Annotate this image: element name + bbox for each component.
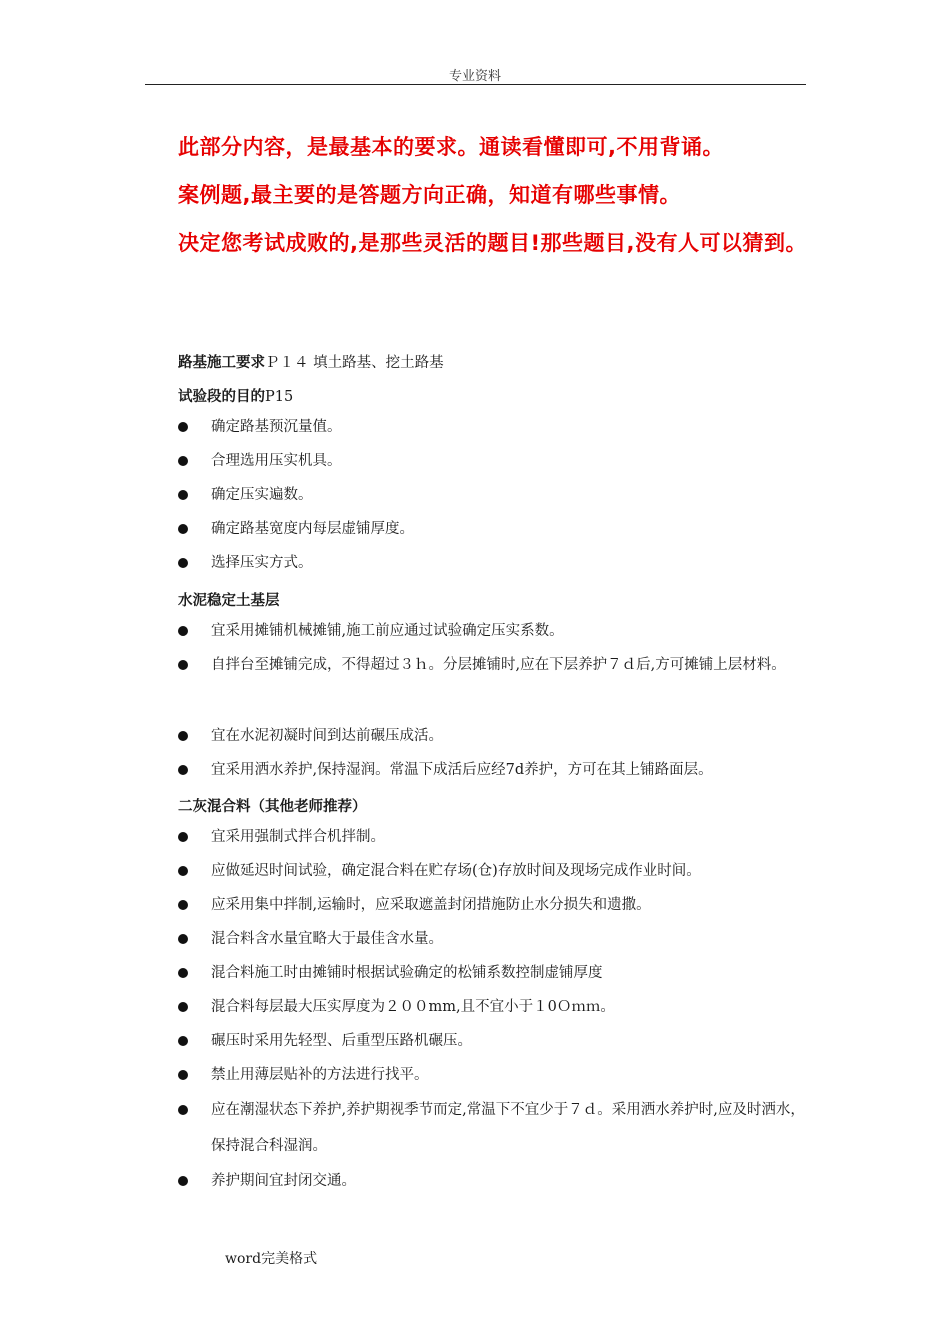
bullet-icon [178, 626, 188, 636]
heading-trial-tail: P15 [265, 389, 294, 405]
list-item: 混合料每层最大压实厚度为２００mm,且不宜小于１0Ｏｍｍ。 [178, 989, 818, 1025]
list-item: 宜采用摊铺机械摊铺,施工前应通过试验确定压实系数。 [178, 613, 818, 649]
list-item: 选择压实方式。 [178, 545, 818, 581]
intro-line-1: 此部分内容，是最基本的要求。通读看懂即可,不用背诵。 [178, 135, 724, 159]
heading-roadbed [178, 351, 444, 372]
list-item: 混合料含水量宜略大于最佳含水量。 [178, 921, 818, 957]
page-header: 专业资料 [448, 69, 501, 84]
bullet-icon [178, 866, 188, 876]
list-item: 合理选用压实机具。 [178, 443, 818, 479]
list-item: 应采用集中拌制,运输时，应采取遮盖封闭措施防止水分损失和遗撒。 [178, 887, 818, 923]
list-item: 宜采用洒水养护,保持湿润。常温下成活后应经7d养护，方可在其上铺路面层。 [178, 752, 818, 788]
bullet-icon [178, 524, 188, 534]
bullet-icon [178, 490, 188, 500]
list-item: 宜采用强制式拌合机拌制。 [178, 819, 818, 855]
bullet-icon [178, 832, 188, 842]
list-item: 确定路基宽度内每层虚铺厚度。 [178, 511, 818, 547]
heading-lime-title: 二灰混合料（其他老师推荐） [178, 799, 367, 815]
list-item: 碾压时采用先轻型、后重型压路机碾压。 [178, 1023, 818, 1059]
list-item: 确定路基预沉量值。 [178, 409, 818, 445]
list-item: 应做延迟时间试验，确定混合料在贮存场(仓)存放时间及现场完成作业时间。 [178, 853, 818, 889]
bullet-icon [178, 660, 188, 670]
bullet-icon [178, 765, 188, 775]
heading-trial-title: 试验段的目的 [178, 389, 265, 405]
bullet-icon [178, 422, 188, 432]
bullet-icon [178, 1070, 188, 1080]
bullet-icon [178, 558, 188, 568]
list-item: 确定压实遍数。 [178, 477, 818, 513]
bullet-icon [178, 968, 188, 978]
intro-line-2: 案例题,最主要的是答题方向正确，知道有哪些事情。 [178, 183, 681, 207]
list-item: 混合料施工时由摊铺时根据试验确定的松铺系数控制虚铺厚度 [178, 955, 818, 991]
bullet-icon [178, 1036, 188, 1046]
heading-roadbed-tail: Ｐ１４ 填土路基、挖土路基 [265, 355, 444, 371]
bullet-icon [178, 934, 188, 944]
bullet-icon [178, 1002, 188, 1012]
header-rule [145, 84, 806, 85]
list-item: 自拌台至摊铺完成，不得超过３ｈ。分层摊铺时,应在下层养护７ｄ后,方可摊铺上层材料。 [178, 647, 818, 683]
heading-lime [178, 795, 367, 816]
list-item: 宜在水泥初凝时间到达前碾压成活。 [178, 718, 818, 754]
bullet-icon [178, 731, 188, 741]
list-item: 禁止用薄层贴补的方法进行找平。 [178, 1057, 818, 1093]
list-item: 养护期间宜封闭交通。 [178, 1163, 818, 1199]
heading-trial [178, 385, 293, 406]
heading-roadbed-title: 路基施工要求 [178, 355, 265, 371]
intro-notice [145, 128, 810, 262]
intro-line-3: 决定您考试成败的,是那些灵活的题目!那些题目,没有人可以猜到。 [178, 231, 808, 255]
bullet-icon [178, 456, 188, 466]
list-item: 应在潮湿状态下养护,养护期视季节而定,常温下不宜少于７ｄ。采用洒水养护时,应及时洒水，保持混合科湿润。 [178, 1092, 818, 1164]
heading-cement [178, 589, 280, 610]
bullet-icon [178, 1176, 188, 1186]
page-footer: word完美格式 [225, 1251, 318, 1267]
bullet-icon [178, 900, 188, 910]
bullet-icon [178, 1105, 188, 1115]
heading-cement-title: 水泥稳定土基层 [178, 593, 280, 609]
